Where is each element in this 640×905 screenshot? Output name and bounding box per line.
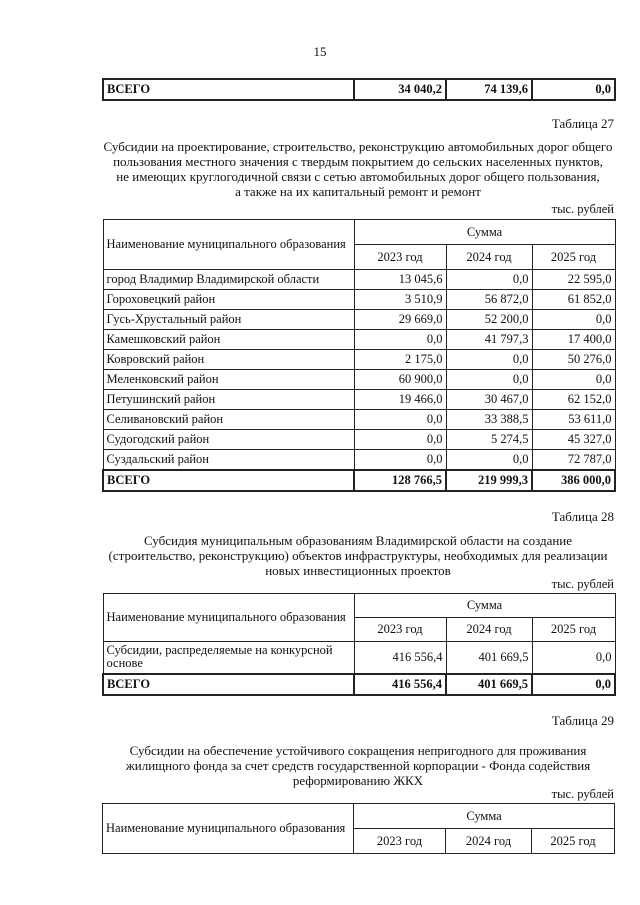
total-2024: 219 999,3 — [446, 470, 532, 491]
value-2023: 3 510,9 — [354, 290, 446, 310]
total-label: ВСЕГО — [103, 674, 354, 695]
row-name: Гусь-Хрустальный район — [103, 310, 354, 330]
caption-line: а также на их капитальный ремонт и ремонт — [235, 184, 481, 199]
col-header-2024: 2024 год — [446, 245, 532, 270]
value-2024: 56 872,0 — [446, 290, 532, 310]
value-2024: 0,0 — [446, 450, 532, 471]
value-2024: 30 467,0 — [446, 390, 532, 410]
row-name: Ковровский район — [103, 350, 354, 370]
row-name: Суздальский район — [103, 450, 354, 471]
col-header-2023: 2023 год — [354, 829, 446, 854]
value-2024: 0,0 — [446, 370, 532, 390]
caption-line: (строительство, реконструкцию) объектов инфраструктуры, необходимых для реализации — [108, 548, 608, 563]
col-header-name: Наименование муниципального образования — [103, 220, 354, 270]
caption-line: реформированию ЖКХ — [292, 773, 424, 788]
table-row — [103, 310, 615, 330]
col-header-2024: 2024 год — [446, 829, 532, 854]
value-2024: 5 274,5 — [446, 430, 532, 450]
caption-line: Субсидия муниципальным образованиям Владимирской области на создание — [143, 533, 573, 548]
caption-line: пользования местного значения с твердым покрытием до сельских населенных пунктов, — [113, 154, 603, 169]
row-name: Субсидии, распределяемые на конкурсной основе — [103, 642, 354, 674]
col-header-2025: 2025 год — [532, 245, 615, 270]
total-row — [103, 674, 615, 695]
table-row — [103, 350, 615, 370]
header-row — [103, 804, 615, 829]
value-2025: 53 611,0 — [532, 410, 615, 430]
table28-caption — [96, 533, 620, 578]
value-2024: 52 200,0 — [446, 310, 532, 330]
col-header-2024: 2024 год — [446, 618, 532, 642]
table-row — [103, 370, 615, 390]
table28-label: Таблица 28 — [551, 509, 614, 524]
value-2023: 13 045,6 — [354, 270, 446, 290]
value-2024: 0,0 — [446, 270, 532, 290]
row-name: Гороховецкий район — [103, 290, 354, 310]
value-2023: 0,0 — [354, 410, 446, 430]
value-2025: 61 852,0 — [532, 290, 615, 310]
header-row — [103, 594, 615, 618]
caption-line: Субсидии на обеспечение устойчивого сокращения непригодного для проживания — [129, 743, 587, 758]
value-2025: 17 400,0 — [532, 330, 615, 350]
row-name: Петушинский район — [103, 390, 354, 410]
col-header-2025: 2025 год — [532, 618, 615, 642]
value-2023: 0,0 — [354, 330, 446, 350]
table29 — [102, 803, 615, 854]
header-row — [103, 220, 615, 245]
value-2023: 416 556,4 — [354, 642, 446, 674]
table29-caption — [96, 743, 620, 788]
col-header-sum: Сумма — [354, 220, 615, 245]
total-label: ВСЕГО — [103, 470, 354, 491]
total-2023: 34 040,2 — [354, 79, 446, 100]
value-2023: 2 175,0 — [354, 350, 446, 370]
col-header-sum: Сумма — [354, 594, 615, 618]
col-header-name: Наименование муниципального образования — [103, 594, 354, 642]
total-2024: 401 669,5 — [446, 674, 532, 695]
value-2024: 401 669,5 — [446, 642, 532, 674]
col-header-2025: 2025 год — [532, 829, 615, 854]
total-label: ВСЕГО — [103, 79, 354, 100]
table28-unit: тыс. рублей — [551, 577, 614, 591]
value-2025: 62 152,0 — [532, 390, 615, 410]
table-row — [103, 410, 615, 430]
value-2023: 60 900,0 — [354, 370, 446, 390]
table-row — [103, 450, 615, 471]
value-2024: 0,0 — [446, 350, 532, 370]
total-2025: 0,0 — [532, 79, 615, 100]
table-row — [103, 270, 615, 290]
value-2025: 50 276,0 — [532, 350, 615, 370]
caption-line: не имеющих круглогодичной связи с сетью автомобильных дорог общего пользования, — [116, 169, 600, 184]
value-2025: 72 787,0 — [532, 450, 615, 471]
prev-total-table — [102, 78, 616, 101]
table29-unit: тыс. рублей — [551, 787, 614, 801]
col-header-2023: 2023 год — [354, 245, 446, 270]
total-2025: 0,0 — [532, 674, 615, 695]
table29-label: Таблица 29 — [551, 713, 614, 728]
value-2025: 45 327,0 — [532, 430, 615, 450]
row-name: Селивановский район — [103, 410, 354, 430]
table-row — [103, 642, 615, 674]
value-2023: 0,0 — [354, 430, 446, 450]
row-name: город Владимир Владимирской области — [103, 270, 354, 290]
table-row — [103, 330, 615, 350]
caption-line: новых инвестиционных проектов — [265, 563, 451, 578]
row-name: Камешковский район — [103, 330, 354, 350]
total-2024: 74 139,6 — [446, 79, 532, 100]
row-name: Меленковский район — [103, 370, 354, 390]
col-header-name: Наименование муниципального образования — [103, 804, 354, 854]
total-2025: 386 000,0 — [532, 470, 615, 491]
value-2024: 33 388,5 — [446, 410, 532, 430]
table-row — [103, 290, 615, 310]
table27-label: Таблица 27 — [551, 116, 614, 131]
table27-body — [103, 270, 615, 471]
caption-line: Субсидии на проектирование, строительство, реконструкцию автомобильных дорог общего — [103, 139, 613, 154]
total-2023: 128 766,5 — [354, 470, 446, 491]
total-row — [103, 470, 615, 491]
page-number: 15 — [313, 44, 327, 59]
value-2023: 19 466,0 — [354, 390, 446, 410]
col-header-sum: Сумма — [354, 804, 615, 829]
value-2023: 29 669,0 — [354, 310, 446, 330]
table-row — [103, 430, 615, 450]
table-row — [103, 390, 615, 410]
value-2025: 22 595,0 — [532, 270, 615, 290]
value-2023: 0,0 — [354, 450, 446, 471]
col-header-2023: 2023 год — [354, 618, 446, 642]
value-2025: 0,0 — [532, 642, 615, 674]
value-2025: 0,0 — [532, 370, 615, 390]
total-2023: 416 556,4 — [354, 674, 446, 695]
row-name: Судогодский район — [103, 430, 354, 450]
table27-caption — [96, 139, 620, 199]
caption-line: жилищного фонда за счет средств государственной корпорации - Фонда содействия — [125, 758, 591, 773]
table27 — [102, 219, 616, 492]
total-row — [103, 79, 615, 100]
value-2025: 0,0 — [532, 310, 615, 330]
table27-unit: тыс. рублей — [551, 202, 614, 216]
table28 — [102, 593, 616, 696]
value-2024: 41 797,3 — [446, 330, 532, 350]
